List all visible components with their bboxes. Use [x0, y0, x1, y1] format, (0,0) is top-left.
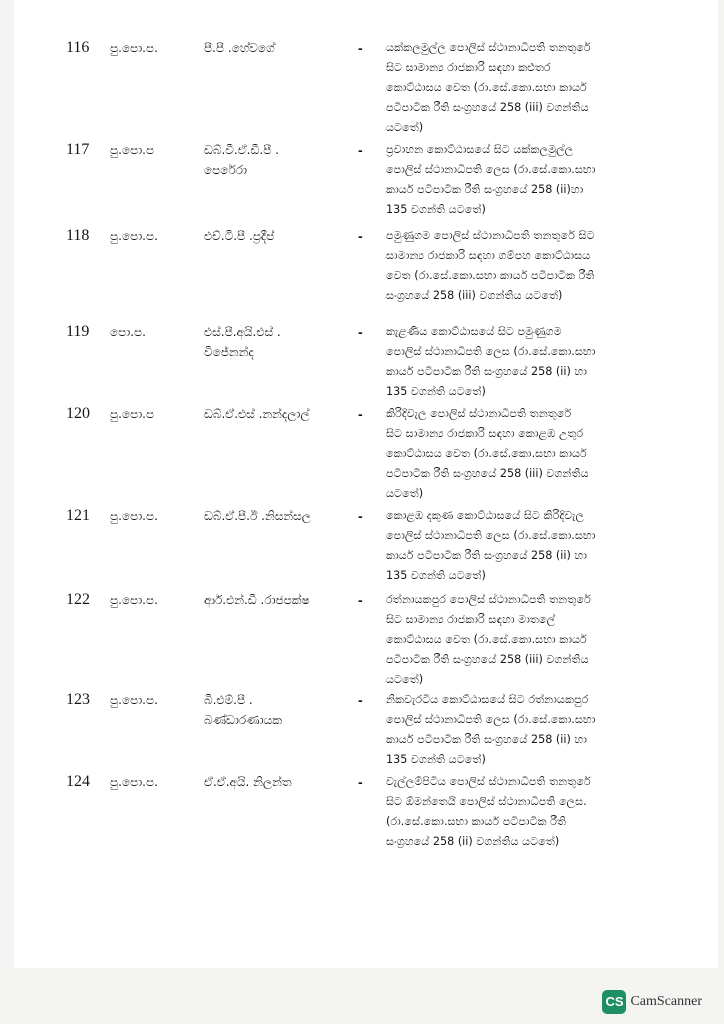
entry-description: කිරිදිවැල පොලිස් ස්ථානාධිපති තනතුරේ සිට සාමාන්‍ය රාජකාරි සඳහා කොළඹ උතුර කොට්ඨාසය වෙත (රා.සේ.කො.සභා කාර්ය පටිපාටික රීති සංග්‍රහයේ 258 (iii) වගන්තිය යටතේ) [386, 407, 589, 500]
entry-dash: - [358, 40, 363, 56]
entry-name: බී.එම්.පී . බණ්ඩාරණායක [204, 693, 282, 727]
entry-dash: - [358, 508, 363, 524]
entry-rank: පු.පො.ප. [110, 693, 158, 707]
entry-rank: පො.ප. [110, 325, 146, 339]
entry-description: රත්නායකපුර පොලිස් ස්ථානාධිපති තනතුරේ සිට සාමාන්‍ය රාජකාරි සඳහා මාතලේ කොට්ඨාසය වෙත (රා.සේ.කො.සභා කාර්ය පටිපාටික රීති සංග්‍රහයේ 258 (iii) වගන්තිය යටතේ) [386, 593, 591, 686]
entry-description: ප්‍රවාහන කොට්ඨාසයේ සිට යක්කලමුල්ල පොලිස් ස්ථානාධිපති ලෙස (රා.සේ.කො.සභා කාර්ය පටිපාටික රීති සංග්‍රහයේ 258 (ii)හා 135 වගන්ති යටතේ) [386, 143, 596, 216]
entry-rank: පු.පො.ප. [110, 509, 158, 523]
entry-dash: - [358, 228, 363, 244]
entry-number: 121 [66, 507, 90, 524]
entry-dash: - [358, 592, 363, 608]
entry-name: පී.පී .හේවගේ [204, 41, 275, 55]
camscanner-watermark [602, 990, 702, 1014]
entry-rank: පු.පො.ප [110, 407, 155, 421]
entry-name: එච්.ටී.පී .ප්‍රදීප් [204, 229, 275, 243]
entry-number: 124 [66, 773, 90, 790]
entry-name: ඩබ්.ඒ.එස් .නන්දලාල් [204, 407, 310, 421]
entry-dash: - [358, 324, 363, 340]
entry-description: පමුණුගම පොලිස් ස්ථානාධිපති තනතුරේ සිට සාමාන්‍ය රාජකාරි සඳහා ගම්පහ කොට්ඨාසය වෙත (රා.සේ.කො.සභා කාර්ය පටිපාටික රීති සංග්‍රහයේ 258 (iii) වගන්තිය යටතේ) [386, 229, 595, 302]
entry-dash: - [358, 692, 363, 708]
entry-name: ඩබ්.වී.ඒ.ඩී.පී . පෙරේරා [204, 143, 279, 177]
document-page [14, 0, 718, 968]
entry-description: කැළණිය කොට්ඨාසයේ සිට පමුණුගම පොලිස් ස්ථානාධිපති ලෙස (රා.සේ.කො.සභා කාර්ය පටිපාටික රීති සංග්‍රහයේ 258 (ii) හා 135 වගන්ති යටතේ) [386, 325, 596, 398]
entry-number: 118 [66, 227, 90, 244]
entry-rank: පු.පො.ප [110, 143, 155, 157]
entry-description: වැල්ලම්පිටිය පොලිස් ස්ථානාධිපති තනතුරේ සිට ඕමන්තෙයි පොලිස් ස්ථානාධිපති ලෙස. (රා.සේ.කො.සභා කාර්ය පටිපාටික රීති සංග්‍රහයේ 258 (ii) වගන්තිය යටතේ) [386, 775, 591, 848]
entry-description: නිකවැරටිය කොට්ඨාසයේ සිට රත්නායකපුර පොලිස් ස්ථානාධිපති ලෙස (රා.සේ.කො.සභා කාර්ය පටිපාටික රීති සංග්‍රහයේ 258 (ii) හා 135 වගන්ති යටතේ) [386, 693, 596, 766]
entry-name: එස්.පී.අයි.එස් . විජේනන්ද [204, 325, 281, 359]
camscanner-label: CamScanner [630, 994, 702, 1009]
entry-number: 123 [66, 691, 90, 708]
entry-rank: පු.පො.ප. [110, 775, 158, 789]
camscanner-logo-icon: CS [602, 990, 626, 1014]
entry-rank: පු.පො.ප. [110, 229, 158, 243]
entry-number: 119 [66, 323, 90, 340]
entry-description: කොළඹ දකුණ කොට්ඨාසයේ සිට කිරිදිවැල පොලිස් ස්ථානාධිපති ලෙස (රා.සේ.කො.සභා කාර්ය පටිපාටික රීති සංග්‍රහයේ 258 (ii) හා 135 වගන්ති යටතේ) [386, 509, 596, 582]
entry-description: යක්කලමුල්ල පොලිස් ස්ථානාධිපති තනතුරේ සිට සාමාන්‍ය රාජකාරි සඳහා කළුතර කොට්ඨාසය වෙත (රා.සේ.කො.සභා කාර්ය පටිපාටික රීති සංග්‍රහයේ 258 (iii) වගන්තිය යටතේ) [386, 41, 591, 134]
entry-number: 117 [66, 141, 90, 158]
entry-dash: - [358, 774, 363, 790]
entry-rank: පු.පො.ප. [110, 41, 158, 55]
entry-dash: - [358, 406, 363, 422]
entry-number: 120 [66, 405, 90, 422]
entry-name: ආර්.එන්.ඩී .රාජපක්ෂ [204, 593, 310, 607]
entry-number: 116 [66, 39, 90, 56]
entry-dash: - [358, 142, 363, 158]
entry-name: ඒ.ඒ.අයි. නිලන්ත [204, 775, 292, 789]
entry-number: 122 [66, 591, 90, 608]
entry-name: ඩබ්.ඒ.පී.ඊ .නිසන්සල [204, 509, 311, 523]
entry-rank: පු.පො.ප. [110, 593, 158, 607]
